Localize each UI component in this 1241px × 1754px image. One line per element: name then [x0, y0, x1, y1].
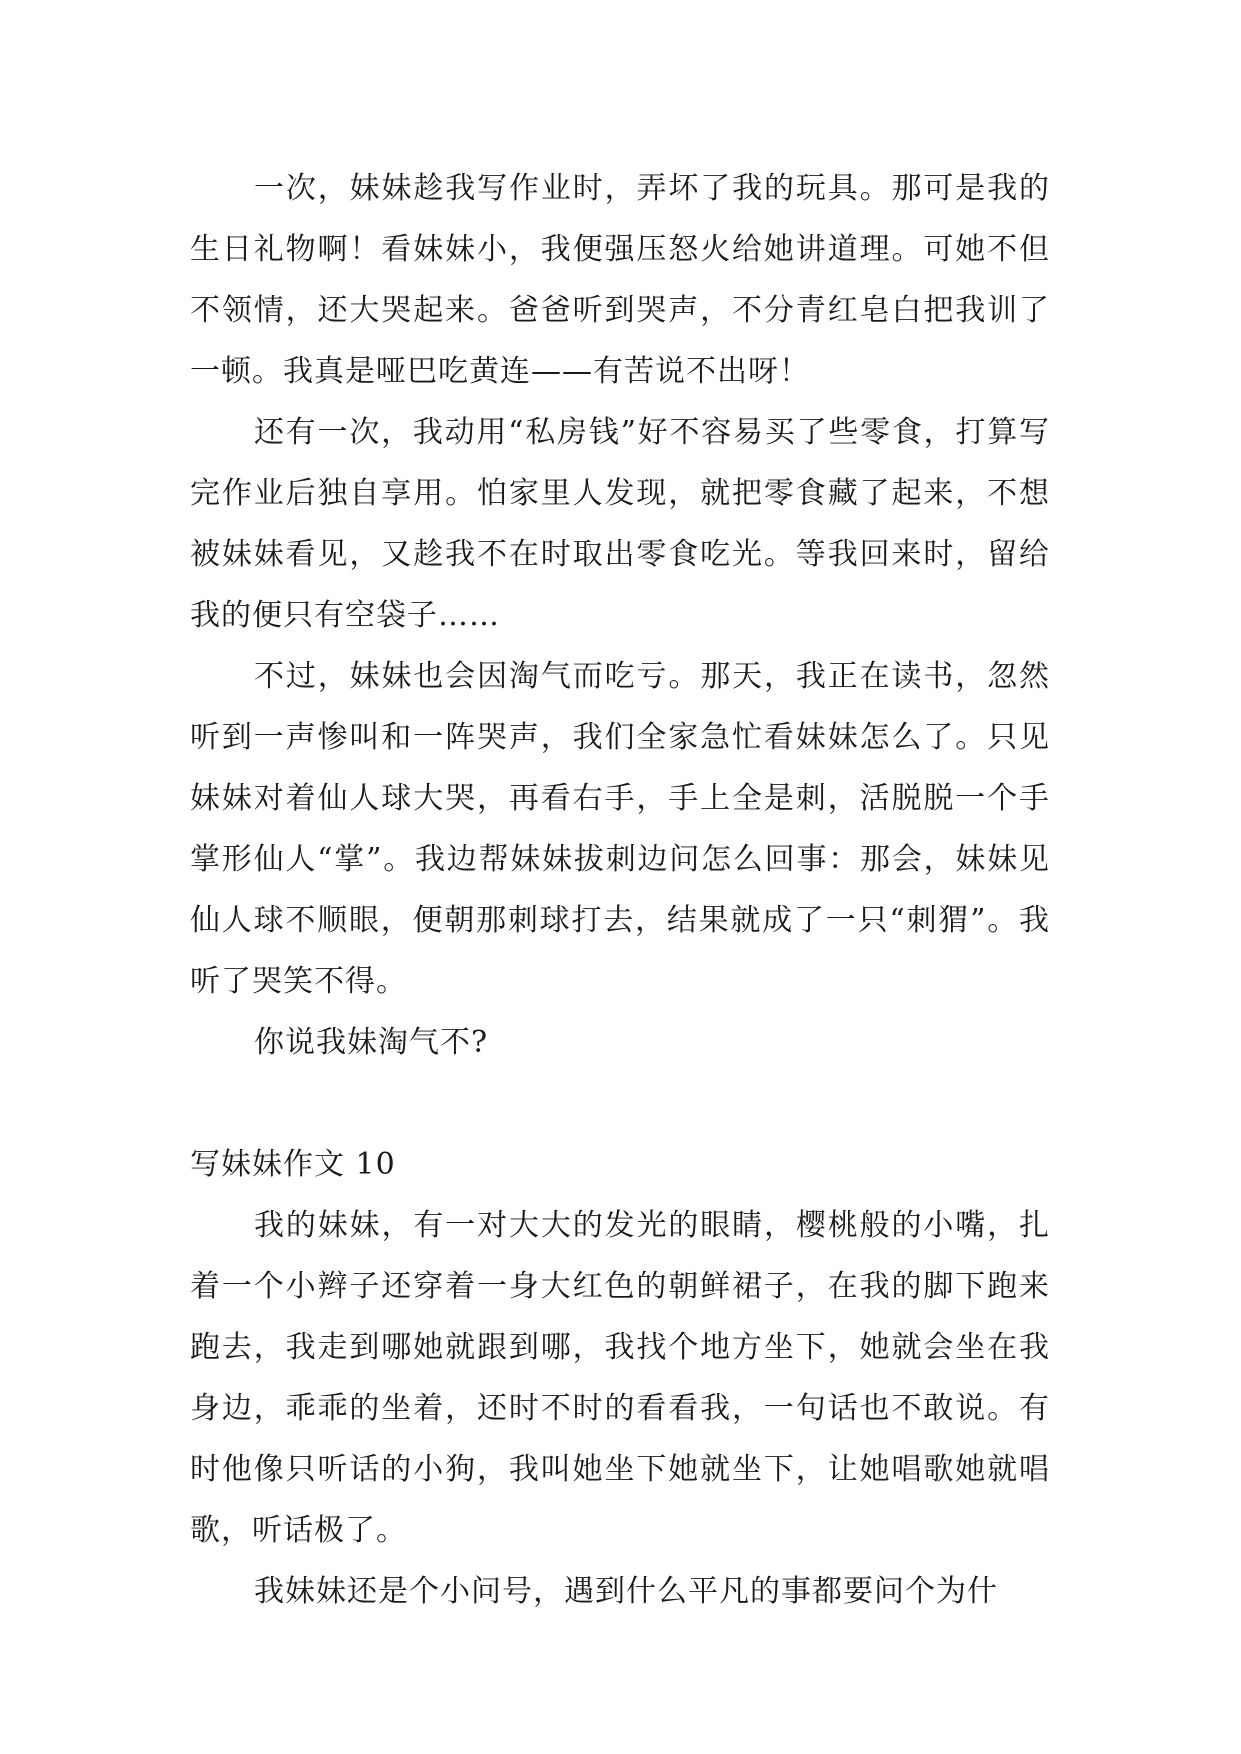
paragraph-broken-toy: 一次，妹妹趁我写作业时，弄坏了我的玩具。那可是我的生日礼物啊！看妹妹小，我便强压怒火给她讲道理。可她不但不领情，还大哭起来。爸爸听到哭声，不分青红皂白把我训了一顿。我真是哑巴吃黄连——有苦说不出呀！	[190, 171, 1050, 389]
paragraph-description: 我的妹妹，有一对大大的发光的眼睛，樱桃般的小嘴，扎着一个小辫子还穿着一身大红色的朝鲜裙子，在我的脚下跑来跑去，我走到哪她就跟到哪，我找个地方坐下，她就会坐在我身边，乖乖的坐着，还时不时的看看我，一句话也不敢说。有时他像只听话的小狗，我叫她坐下她就坐下，让她唱歌她就唱歌，听话极了。	[190, 1208, 1050, 1548]
paragraph-cactus: 不过，妹妹也会因淘气而吃亏。那天，我正在读书，忽然听到一声惨叫和一阵哭声，我们全家急忙看妹妹怎么了。只见妹妹对着仙人球大哭，再看右手，手上全是刺，活脱脱一个手掌形仙人“掌”。我边帮妹妹拔刺边问怎么回事：那会，妹妹见仙人球不顺眼，便朝那刺球打去，结果就成了一只“刺猬”。我听了哭笑不得。	[190, 659, 1050, 999]
section-title: 写妹妹作文 10	[190, 1147, 396, 1182]
paragraph-question: 你说我妹淘气不?	[254, 1025, 489, 1060]
paragraph-question-mark: 我妹妹还是个小问号，遇到什么平凡的事都要问个为什	[254, 1574, 998, 1609]
paragraph-snacks: 还有一次，我动用“私房钱”好不容易买了些零食，打算写完作业后独自享用。怕家里人发现，就把零食藏了起来，不想被妹妹看见，又趁我不在时取出零食吃光。等我回来时，留给我的便只有空袋子……	[190, 415, 1050, 633]
document-body	[190, 158, 1050, 1622]
